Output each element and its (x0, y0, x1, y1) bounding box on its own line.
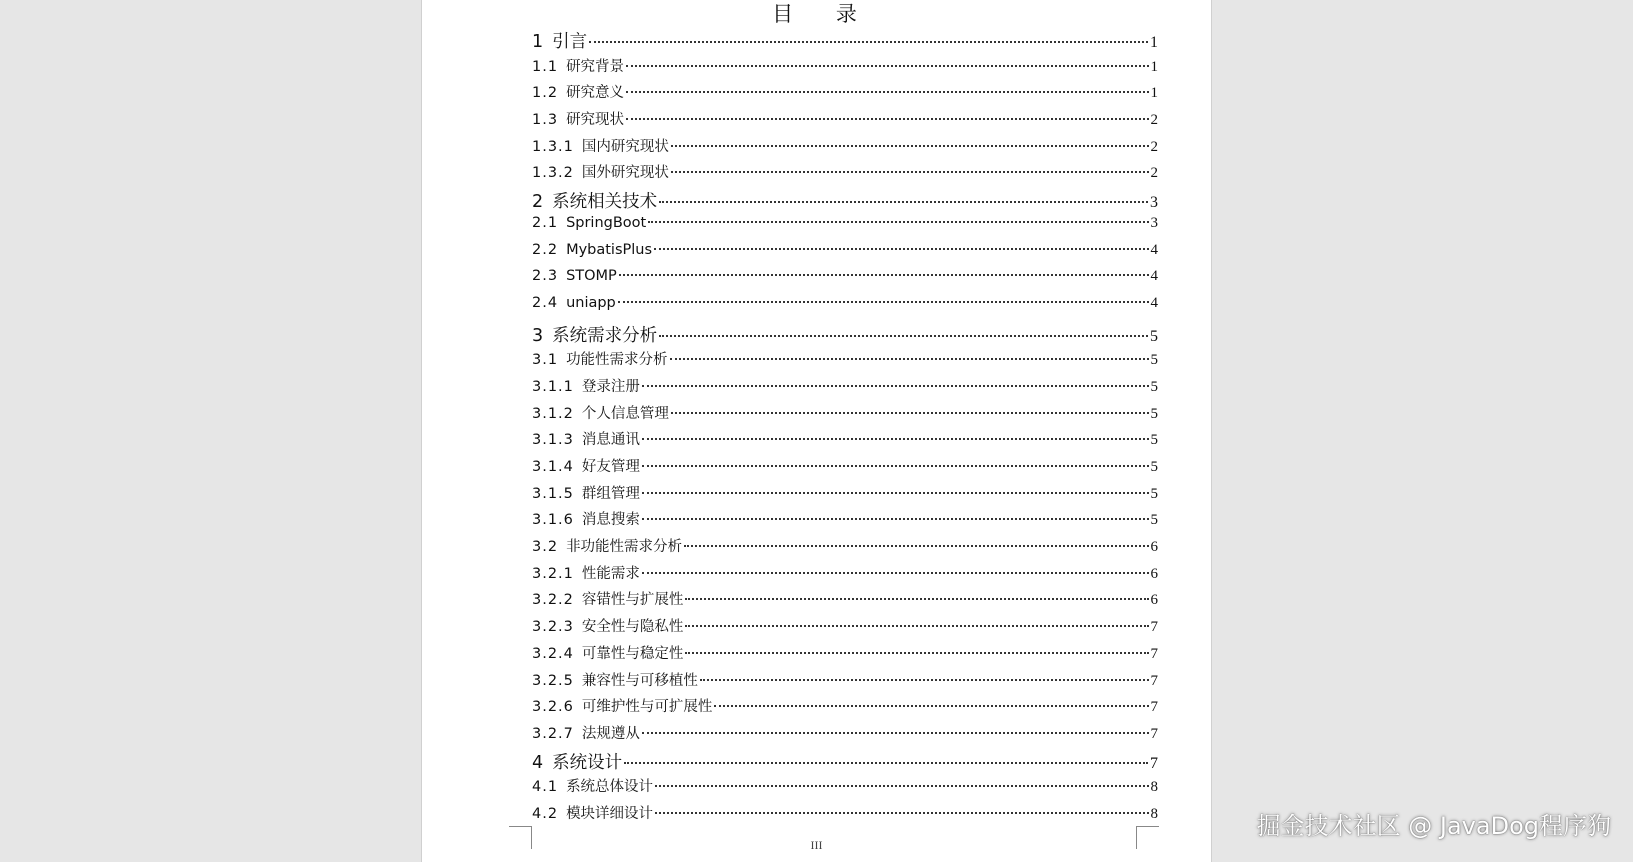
toc-entry-number: 1.3.1 (532, 138, 574, 155)
toc-entry[interactable] (532, 188, 1158, 215)
toc-dot-leader (626, 91, 1148, 93)
toc-entry[interactable] (532, 295, 1158, 322)
toc-entry-page: 8 (1150, 805, 1158, 822)
toc-entry[interactable] (532, 81, 1158, 108)
toc-entry-title: 容错性与扩展性 (581, 592, 684, 609)
toc-entry-title: 可靠性与稳定性 (581, 645, 684, 662)
toc-dot-leader (670, 358, 1149, 360)
toc-entry-number: 2.3 (532, 268, 559, 285)
toc-dot-leader (642, 572, 1149, 574)
toc-dot-leader (671, 171, 1149, 173)
toc-entry-number: 3.2.7 (532, 725, 574, 742)
toc-dot-leader (618, 301, 1149, 303)
toc-entry-page: 7 (1150, 725, 1158, 742)
toc-dot-leader (642, 732, 1149, 734)
toc-entry-page: 5 (1150, 432, 1158, 449)
toc-entry[interactable] (532, 695, 1158, 722)
toc-entry[interactable] (532, 108, 1158, 135)
toc-entry-page: 1 (1150, 34, 1158, 51)
toc-entry-title: 兼容性与可移植性 (581, 672, 698, 689)
toc-dot-leader (642, 492, 1149, 494)
toc-entry-page: 2 (1150, 165, 1158, 182)
toc-entry[interactable] (532, 242, 1158, 269)
toc-dot-leader (714, 705, 1148, 707)
toc-dot-leader (659, 335, 1148, 337)
toc-entry-number: 3.2.1 (532, 565, 574, 582)
toc-entry-page: 3 (1150, 214, 1158, 231)
toc-entry-page: 3 (1150, 194, 1158, 212)
toc-entry[interactable] (532, 722, 1158, 749)
watermark: 掘金技术社区 @ JavaDog程序狗 (1256, 812, 1611, 840)
toc-entry-page: 1 (1150, 85, 1158, 102)
toc-entry-page: 2 (1150, 112, 1158, 129)
toc-entry[interactable] (532, 375, 1158, 402)
toc-entry-number: 3.1.3 (532, 432, 574, 449)
toc-entry-number: 3.2.3 (532, 619, 574, 636)
toc-dot-leader (642, 385, 1149, 387)
toc-entry[interactable] (532, 802, 1158, 829)
toc-entry[interactable] (532, 55, 1158, 82)
toc-dot-leader (642, 518, 1149, 520)
toc-entry-number: 2.1 (532, 214, 559, 231)
toc-entry-page: 5 (1150, 405, 1158, 422)
toc-dot-leader (648, 221, 1148, 223)
toc-entry-number: 3.1 (532, 352, 559, 369)
toc-entry-page: 5 (1150, 352, 1158, 369)
toc-entry-title: 国外研究现状 (581, 165, 669, 182)
toc-dot-leader (642, 465, 1149, 467)
toc-entry-title: uniapp (566, 294, 616, 311)
toc-dot-leader (655, 812, 1148, 814)
toc-entry-page: 5 (1150, 459, 1158, 475)
toc-dot-leader (685, 598, 1148, 600)
toc-dot-leader (684, 545, 1148, 547)
toc-entry-page: 5 (1150, 512, 1158, 529)
toc-entry[interactable] (532, 135, 1158, 162)
toc-entry-page: 8 (1150, 779, 1158, 796)
toc-entry[interactable] (532, 322, 1158, 349)
toc-entry[interactable] (532, 482, 1158, 509)
toc-entry[interactable] (532, 642, 1158, 669)
toc-dot-leader (654, 248, 1148, 250)
toc-entry[interactable] (532, 215, 1158, 242)
toc-entry-title: 个人信息管理 (581, 405, 669, 422)
toc-entry-number: 4.1 (532, 779, 559, 796)
toc-entry-title: 国内研究现状 (581, 138, 669, 155)
toc-entry-title: MybatisPlus (566, 241, 653, 258)
toc-entry-title: 消息通讯 (581, 432, 640, 449)
toc-entry-page: 7 (1150, 645, 1158, 662)
toc-entry[interactable] (532, 508, 1158, 535)
toc-entry-number: 3.1.5 (532, 485, 574, 502)
toc-entry-number: 2.2 (532, 241, 559, 258)
toc-dot-leader (626, 65, 1148, 67)
toc-entry-number: 1 (532, 32, 545, 52)
toc-dot-leader (671, 145, 1149, 147)
toc-entry[interactable] (532, 749, 1158, 776)
crop-mark-bottom-left (509, 826, 532, 849)
toc-entry-page: 1 (1150, 58, 1158, 75)
toc-entry-title: SpringBoot (566, 214, 647, 231)
toc-entry[interactable] (532, 588, 1158, 615)
toc-dot-leader (619, 274, 1149, 276)
toc-entry-title: 引言 (552, 32, 588, 52)
toc-entry-page: 7 (1150, 699, 1158, 716)
toc-entry[interactable] (532, 615, 1158, 642)
toc-entry-title: 研究意义 (566, 85, 625, 102)
toc-entry-number: 3.2.5 (532, 672, 574, 689)
toc-entry-title: 安全性与隐私性 (581, 619, 684, 636)
toc-dot-leader (659, 201, 1148, 203)
toc-entry-number: 1.2 (532, 85, 559, 102)
toc-entry-number: 3.1.1 (532, 378, 574, 395)
toc-entry-title: 群组管理 (581, 485, 640, 502)
toc-entry-title: 法规遵从 (581, 725, 640, 742)
toc-entry-page: 6 (1150, 592, 1158, 609)
toc-entry-page: 4 (1150, 241, 1158, 258)
toc-dot-leader (700, 679, 1149, 681)
toc-entry-title: 性能需求 (581, 565, 640, 582)
toc-entry-number: 3.2.2 (532, 592, 574, 609)
toc-entry-title: 研究背景 (566, 58, 625, 75)
toc-entry-title: 系统设计 (552, 752, 623, 773)
toc-dot-leader (626, 118, 1148, 120)
toc-dot-leader (589, 41, 1148, 43)
toc-dot-leader (685, 625, 1148, 627)
toc-entry[interactable] (532, 535, 1158, 562)
toc-dot-leader (671, 412, 1149, 414)
toc-entry-title: 非功能性需求分析 (566, 539, 683, 556)
toc-entry-page: 6 (1150, 539, 1158, 556)
toc-dot-leader (655, 785, 1148, 787)
toc-entry-title: 功能性需求分析 (566, 352, 668, 369)
toc-entry-number: 3.1.6 (532, 512, 574, 529)
toc-entry-number: 3 (532, 325, 545, 346)
toc-entry[interactable] (532, 348, 1158, 375)
toc-entry-title: 系统需求分析 (552, 325, 658, 346)
toc-entry-title: 登录注册 (581, 378, 640, 395)
toc-entry-page: 2 (1150, 138, 1158, 155)
page-number: III (810, 838, 823, 852)
toc-dot-leader (642, 438, 1149, 440)
toc-entry-number: 4 (532, 752, 545, 773)
toc-entry-page: 7 (1150, 672, 1158, 689)
toc-entry-page: 6 (1150, 565, 1158, 582)
toc-entry-number: 1.1 (532, 58, 559, 75)
toc-entry-title: 可维护性与可扩展性 (581, 699, 713, 716)
crop-mark-bottom-right (1136, 826, 1159, 849)
toc-entry[interactable] (532, 428, 1158, 455)
table-of-contents (532, 28, 1158, 829)
toc-entry[interactable] (532, 268, 1158, 295)
toc-entry-number: 1.3.2 (532, 165, 574, 182)
toc-entry-title: 消息搜索 (581, 512, 640, 529)
toc-title: 目 录 (772, 2, 875, 26)
toc-entry-title: 系统相关技术 (552, 192, 658, 213)
toc-entry-number: 2.4 (532, 294, 559, 311)
toc-entry-title: 研究现状 (566, 112, 625, 129)
toc-dot-leader (624, 762, 1148, 764)
toc-entry[interactable] (532, 562, 1158, 589)
toc-entry-title: STOMP (566, 268, 617, 285)
toc-entry-page: 5 (1150, 378, 1158, 395)
toc-entry[interactable] (532, 28, 1158, 55)
toc-entry[interactable] (532, 402, 1158, 429)
toc-entry-page: 4 (1150, 268, 1158, 285)
toc-entry-title: 模块详细设计 (566, 805, 654, 822)
toc-entry[interactable] (532, 455, 1158, 482)
toc-entry-number: 3.1.2 (532, 405, 574, 422)
toc-entry-title: 好友管理 (581, 459, 640, 475)
toc-dot-leader (685, 652, 1148, 654)
toc-entry-number: 2 (532, 192, 545, 213)
toc-entry-page: 5 (1150, 485, 1158, 502)
toc-entry-title: 系统总体设计 (566, 779, 654, 796)
toc-entry-page: 5 (1150, 327, 1158, 345)
toc-entry-number: 3.2.6 (532, 699, 574, 716)
toc-entry[interactable] (532, 161, 1158, 188)
toc-entry-page: 4 (1150, 294, 1158, 311)
toc-entry[interactable] (532, 775, 1158, 802)
toc-entry-page: 7 (1150, 619, 1158, 636)
toc-entry-number: 1.3 (532, 112, 559, 129)
toc-entry-number: 3.1.4 (532, 459, 574, 475)
toc-entry-page: 7 (1150, 754, 1158, 772)
toc-entry[interactable] (532, 669, 1158, 696)
toc-entry-number: 4.2 (532, 805, 559, 822)
toc-entry-number: 3.2.4 (532, 645, 574, 662)
toc-entry-number: 3.2 (532, 539, 559, 556)
